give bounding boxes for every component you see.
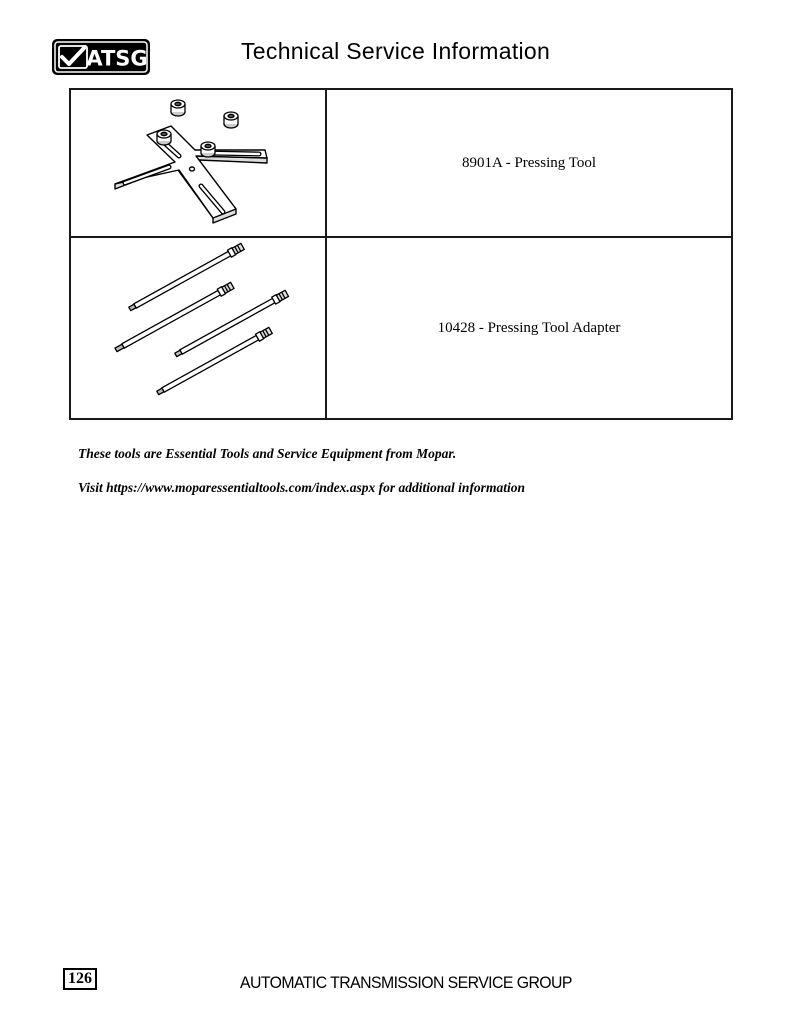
pressing-tool-cross-plate-icon [71, 90, 327, 236]
page-number: 126 [63, 968, 97, 990]
tool-label-10428: 10428 - Pressing Tool Adapter [437, 319, 621, 336]
note-essential-tools: These tools are Essential Tools and Service Equipment from Mopar. [78, 446, 457, 461]
logo-text: ATSG [86, 46, 148, 71]
tool-image-cell [71, 238, 327, 418]
page-title: Technical Service Information [241, 38, 551, 64]
tool-image-cell [71, 90, 327, 236]
footer-title: AUTOMATIC TRANSMISSION SERVICE GROUP [240, 973, 572, 992]
atsg-logo [51, 38, 151, 76]
atsg-logo-icon [51, 38, 151, 76]
tools-table [69, 88, 733, 420]
pressing-tool-adapter-rods-icon [71, 238, 327, 416]
table-row [71, 238, 731, 418]
tool-label-8901a: 8901A - Pressing Tool [461, 154, 597, 171]
table-row [71, 90, 731, 238]
note-website: Visit https://www.moparessentialtools.com/index.aspx for additional information [78, 480, 525, 495]
